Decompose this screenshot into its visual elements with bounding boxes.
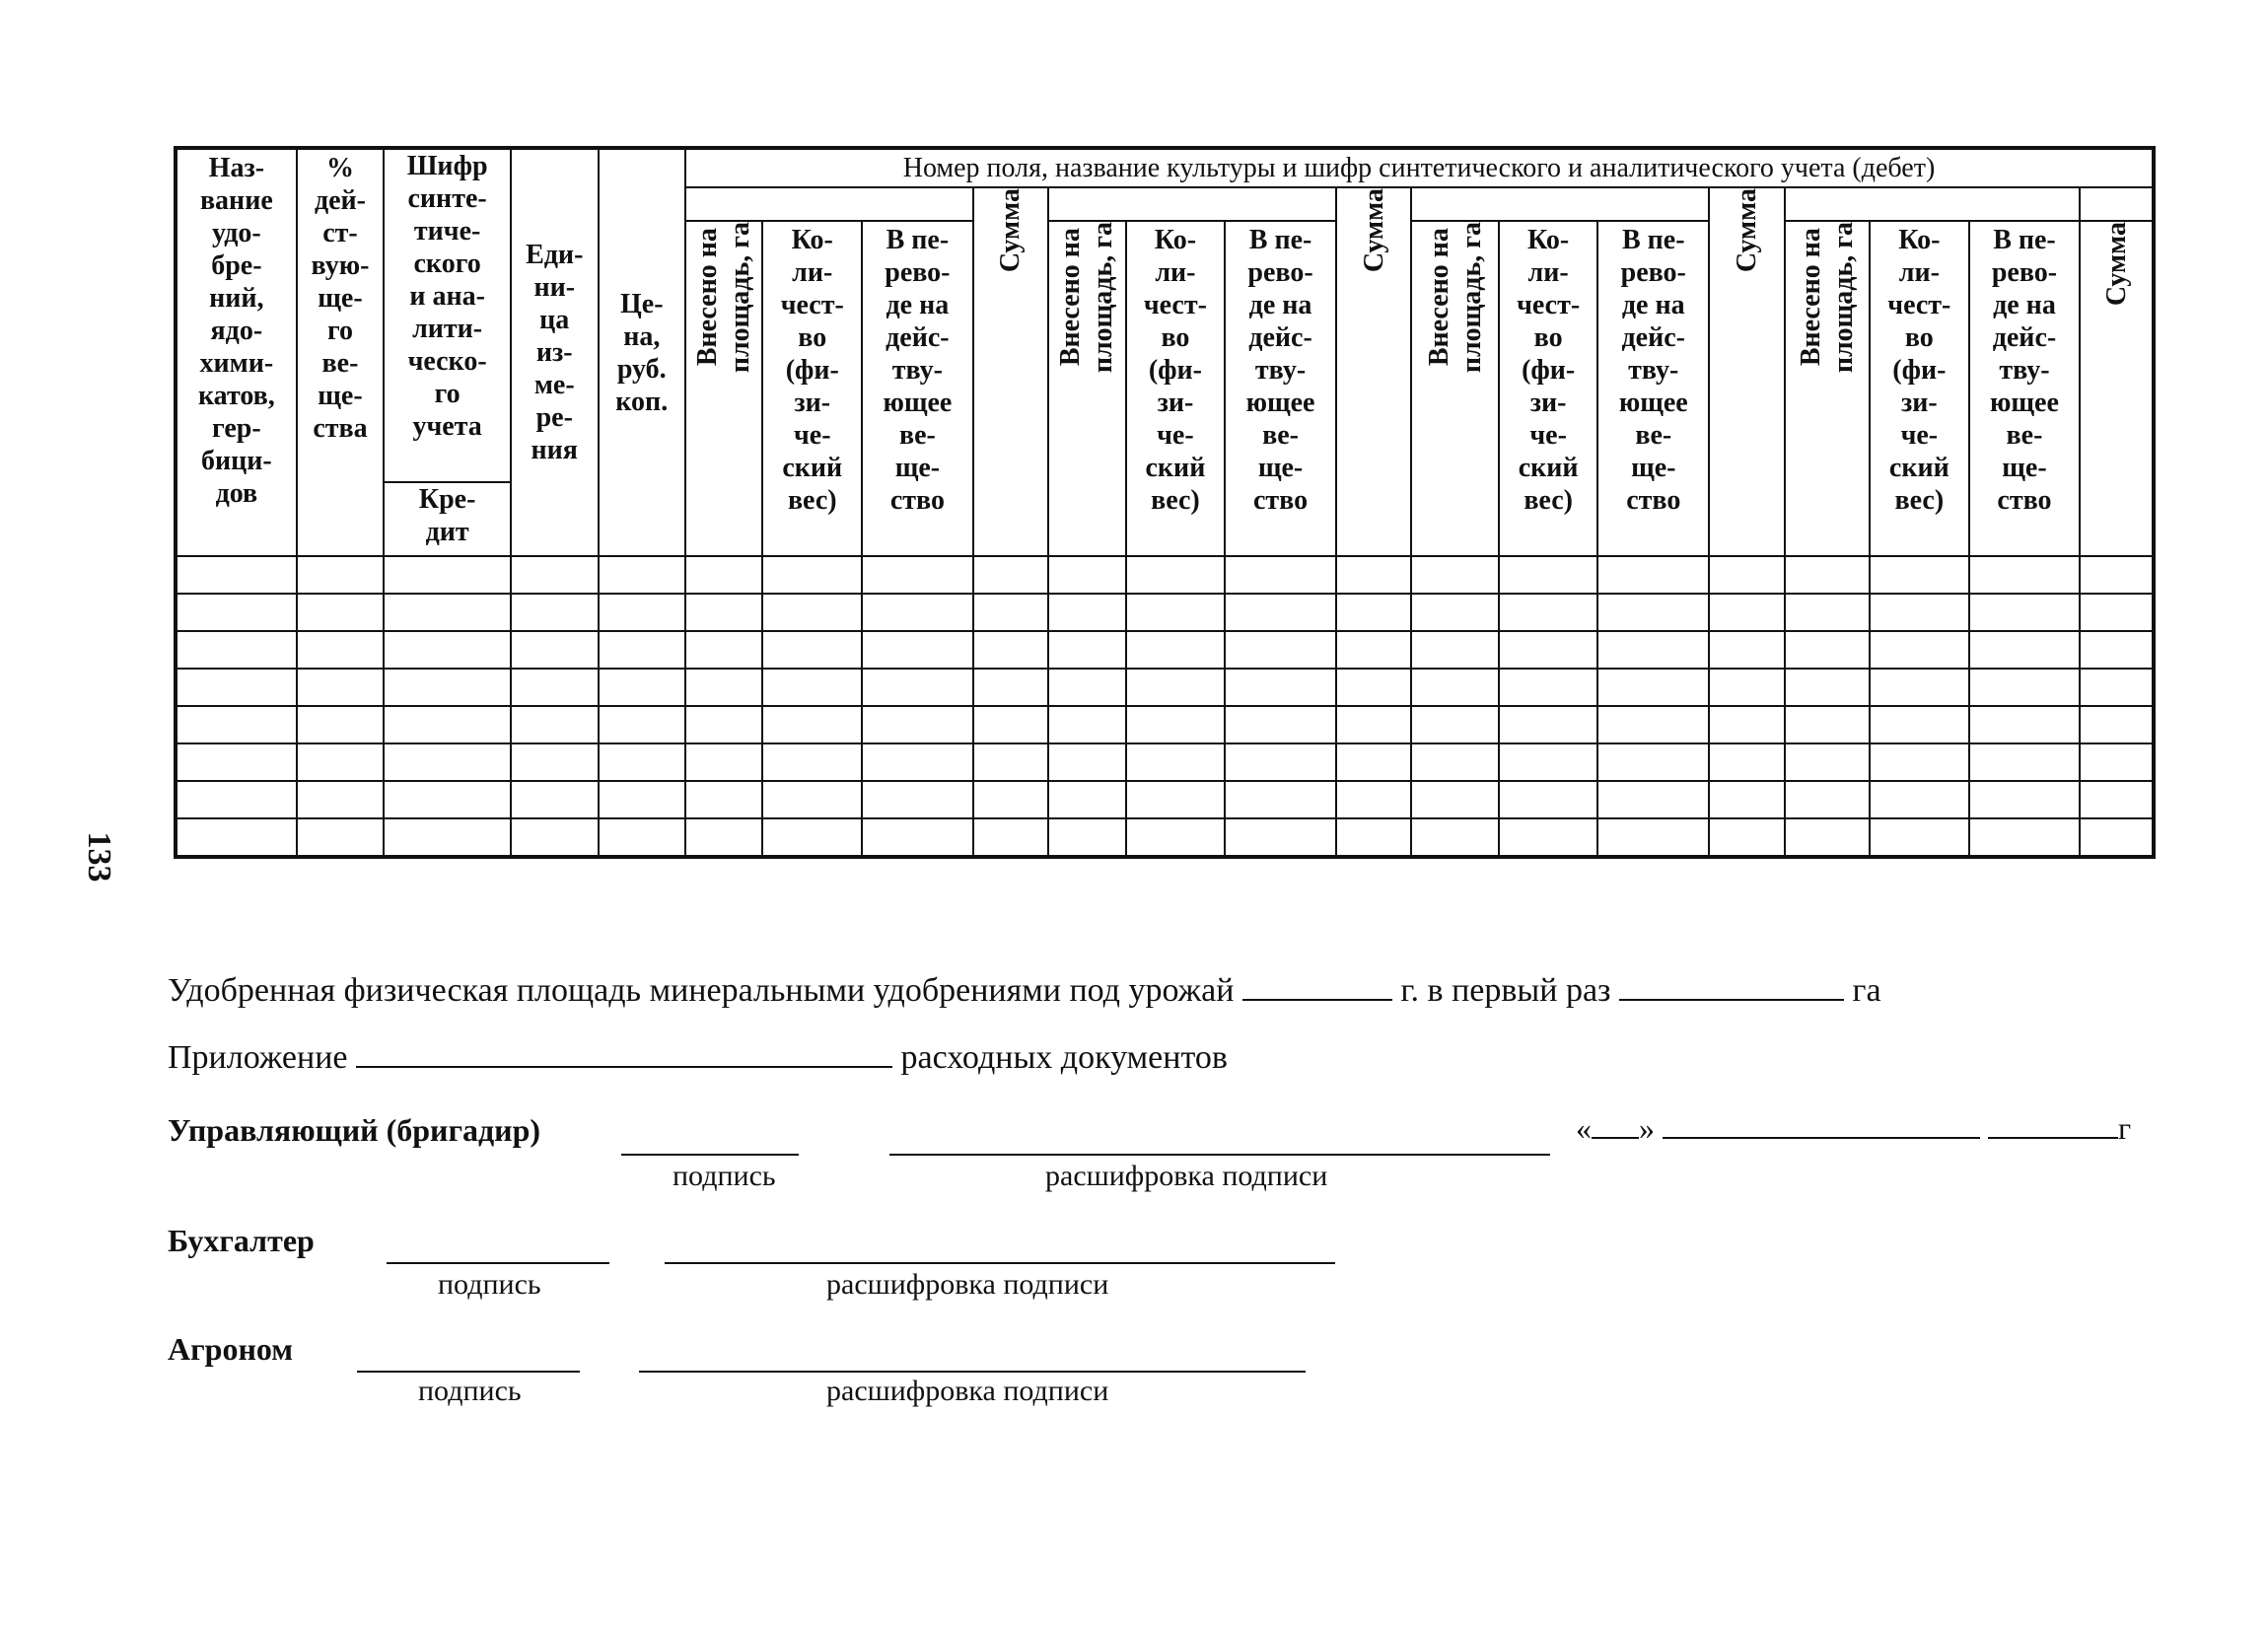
- table-cell[interactable]: [176, 631, 297, 669]
- table-cell[interactable]: [384, 631, 511, 669]
- table-cell[interactable]: [297, 556, 385, 594]
- table-cell[interactable]: [511, 556, 599, 594]
- table-cell[interactable]: [2080, 556, 2154, 594]
- manager-decode-caption: расшифровка подписи: [1045, 1160, 1328, 1192]
- table-row: [176, 706, 2154, 743]
- table-cell[interactable]: [1048, 631, 1125, 669]
- table-cell[interactable]: [685, 631, 762, 669]
- table-cell[interactable]: [1336, 631, 1411, 669]
- table-cell[interactable]: [1336, 706, 1411, 743]
- field-4-sum-top-cell: [2080, 187, 2154, 221]
- table-cell[interactable]: [1225, 818, 1336, 857]
- table-cell[interactable]: [1969, 669, 2081, 706]
- table-cell[interactable]: [1870, 594, 1969, 631]
- table-cell[interactable]: [1225, 743, 1336, 781]
- agronomist-name-field[interactable]: [639, 1345, 1306, 1373]
- table-cell[interactable]: [1336, 669, 1411, 706]
- table-cell[interactable]: [1126, 594, 1226, 631]
- table-cell[interactable]: [1597, 818, 1709, 857]
- table-cell[interactable]: [973, 743, 1048, 781]
- table-cell[interactable]: [511, 743, 599, 781]
- table-cell[interactable]: [1709, 743, 1784, 781]
- table-cell[interactable]: [384, 594, 511, 631]
- table-row: [176, 818, 2154, 857]
- table-cell[interactable]: [599, 594, 686, 631]
- header-applied-area-2: Внесено на площадь, га: [1048, 221, 1125, 556]
- table-cell[interactable]: [599, 781, 686, 818]
- table-cell[interactable]: [762, 706, 862, 743]
- header-active-substance-1: В пе- рево- де на дейс- тву- ющее ве- ще- ство: [862, 221, 973, 556]
- table-cell[interactable]: [176, 669, 297, 706]
- table-cell[interactable]: [511, 706, 599, 743]
- table-row: [176, 781, 2154, 818]
- fertilized-area-line: Удобренная физическая площадь минеральными удобрениями под урожай г. в первый раз га: [168, 972, 1881, 1009]
- table-cell[interactable]: [1709, 594, 1784, 631]
- first-time-area-field[interactable]: [1619, 973, 1844, 1001]
- table-cell[interactable]: [973, 594, 1048, 631]
- table-cell[interactable]: [2080, 743, 2154, 781]
- table-cell[interactable]: [1597, 743, 1709, 781]
- table-cell[interactable]: [2080, 594, 2154, 631]
- table-cell[interactable]: [1499, 781, 1598, 818]
- header-quantity-4: Ко- ли- чест- во (фи- зи- че- ский вес): [1870, 221, 1969, 556]
- manager-label: Управляющий (бригадир): [168, 1112, 541, 1148]
- table-cell[interactable]: [176, 556, 297, 594]
- manager-month-field[interactable]: [1663, 1111, 1980, 1139]
- header-quantity-3: Ко- ли- чест- во (фи- зи- че- ский вес): [1499, 221, 1598, 556]
- table-cell[interactable]: [511, 781, 599, 818]
- table-cell[interactable]: [1048, 556, 1125, 594]
- table-cell[interactable]: [1336, 594, 1411, 631]
- agronomist-signature-field[interactable]: [357, 1345, 580, 1373]
- table-cell[interactable]: [1597, 669, 1709, 706]
- table-cell[interactable]: [176, 594, 297, 631]
- table-cell[interactable]: [1597, 781, 1709, 818]
- table-cell[interactable]: [1411, 706, 1499, 743]
- table-cell[interactable]: [1499, 631, 1598, 669]
- table-cell[interactable]: [1336, 556, 1411, 594]
- table-cell[interactable]: [1048, 706, 1125, 743]
- table-cell[interactable]: [2080, 631, 2154, 669]
- table-cell[interactable]: [1597, 706, 1709, 743]
- header-active-substance-2: В пе- рево- де на дейс- тву- ющее ве- ще- ство: [1225, 221, 1336, 556]
- table-cell[interactable]: [1411, 781, 1499, 818]
- accountant-label: Бухгалтер: [168, 1223, 315, 1258]
- table-cell[interactable]: [762, 631, 862, 669]
- table-cell[interactable]: [973, 781, 1048, 818]
- table-cell[interactable]: [384, 818, 511, 857]
- table-cell[interactable]: [1870, 556, 1969, 594]
- table-cell[interactable]: [1785, 631, 1871, 669]
- table-cell[interactable]: [297, 818, 385, 857]
- table-cell[interactable]: [1709, 669, 1784, 706]
- table-cell[interactable]: [1126, 743, 1226, 781]
- table-cell[interactable]: [685, 743, 762, 781]
- table-cell[interactable]: [1785, 781, 1871, 818]
- manager-signature-caption: подпись: [673, 1160, 776, 1192]
- table-cell[interactable]: [1969, 818, 2081, 857]
- table-cell[interactable]: [685, 818, 762, 857]
- table-cell[interactable]: [176, 818, 297, 857]
- table-cell[interactable]: [1709, 781, 1784, 818]
- manager-date: « » г: [1576, 1110, 2132, 1146]
- table-cell[interactable]: [1870, 818, 1969, 857]
- table-cell[interactable]: [1499, 818, 1598, 857]
- table-cell[interactable]: [1411, 556, 1499, 594]
- table-cell[interactable]: [176, 743, 297, 781]
- accountant-name-field[interactable]: [665, 1237, 1335, 1264]
- table-cell[interactable]: [1499, 556, 1598, 594]
- header-sum-1: Сумма: [973, 187, 1048, 556]
- table-cell[interactable]: [762, 556, 862, 594]
- table-cell[interactable]: [297, 781, 385, 818]
- table-cell[interactable]: [511, 669, 599, 706]
- table-cell[interactable]: [1969, 743, 2081, 781]
- table-cell[interactable]: [973, 706, 1048, 743]
- harvest-year-field[interactable]: [1242, 973, 1392, 1001]
- agronomist-decode-caption: расшифровка подписи: [826, 1375, 1109, 1407]
- table-row: [176, 594, 2154, 631]
- table-cell[interactable]: [862, 556, 973, 594]
- table-cell[interactable]: [1225, 556, 1336, 594]
- table-cell[interactable]: [1709, 631, 1784, 669]
- table-cell[interactable]: [2080, 781, 2154, 818]
- table-cell[interactable]: [1969, 631, 2081, 669]
- table-cell[interactable]: [297, 631, 385, 669]
- table-cell[interactable]: [1126, 669, 1226, 706]
- header-quantity-1: Ко- ли- чест- во (фи- зи- че- ский вес): [762, 221, 862, 556]
- table-cell[interactable]: [862, 706, 973, 743]
- table-cell[interactable]: [1499, 594, 1598, 631]
- table-cell[interactable]: [685, 594, 762, 631]
- header-code: Шифр синте- тиче- ского и ана- лити- ческо- го учета Кре- дит: [384, 148, 511, 556]
- agronomist-label: Агроном: [168, 1331, 294, 1367]
- table-cell[interactable]: [1709, 556, 1784, 594]
- table-row: [176, 631, 2154, 669]
- table-cell[interactable]: [1048, 781, 1125, 818]
- header-sum-4: Сумма: [2080, 221, 2154, 556]
- table-cell[interactable]: [862, 781, 973, 818]
- table-cell[interactable]: [384, 781, 511, 818]
- table-cell[interactable]: [1785, 818, 1871, 857]
- table-cell[interactable]: [297, 669, 385, 706]
- table-cell[interactable]: [862, 669, 973, 706]
- table-cell[interactable]: [762, 594, 862, 631]
- table-cell[interactable]: [1411, 594, 1499, 631]
- table-cell[interactable]: [1411, 631, 1499, 669]
- table-cell[interactable]: [1499, 669, 1598, 706]
- table-cell[interactable]: [1870, 743, 1969, 781]
- table-cell[interactable]: [1597, 556, 1709, 594]
- table-cell[interactable]: [297, 594, 385, 631]
- table-cell[interactable]: [1499, 743, 1598, 781]
- table-row: [176, 743, 2154, 781]
- table-cell[interactable]: [1126, 781, 1226, 818]
- accountant-decode-caption: расшифровка подписи: [826, 1268, 1109, 1301]
- table-cell[interactable]: [762, 669, 862, 706]
- header-active-substance-3: В пе- рево- де на дейс- тву- ющее ве- ще- ство: [1597, 221, 1709, 556]
- table-row: [176, 556, 2154, 594]
- header-sum-3: Сумма: [1709, 187, 1784, 556]
- table-cell[interactable]: [1411, 743, 1499, 781]
- field-4-label-cell: [1785, 187, 2081, 221]
- header-applied-area-4: Внесено на площадь, га: [1785, 221, 1871, 556]
- table-cell[interactable]: [1048, 818, 1125, 857]
- document-count-field[interactable]: [356, 1040, 892, 1068]
- table-cell[interactable]: [862, 818, 973, 857]
- table-cell[interactable]: [2080, 706, 2154, 743]
- table-cell[interactable]: [1969, 556, 2081, 594]
- header-quantity-2: Ко- ли- чест- во (фи- зи- че- ский вес): [1126, 221, 1226, 556]
- fertilizer-form-table: [174, 146, 2156, 859]
- table-cell[interactable]: [973, 631, 1048, 669]
- table-cell[interactable]: [1785, 706, 1871, 743]
- table-cell[interactable]: [599, 818, 686, 857]
- table-cell[interactable]: [176, 781, 297, 818]
- table-cell[interactable]: [1969, 706, 2081, 743]
- field-3-label-cell: [1411, 187, 1709, 221]
- table-cell[interactable]: [1969, 594, 2081, 631]
- field-1-label-cell: [685, 187, 973, 221]
- table-cell[interactable]: [599, 669, 686, 706]
- table-cell[interactable]: [762, 781, 862, 818]
- table-cell[interactable]: [2080, 818, 2154, 857]
- table-cell[interactable]: [1336, 781, 1411, 818]
- table-cell[interactable]: [1126, 556, 1226, 594]
- field-2-label-cell: [1048, 187, 1336, 221]
- table-cell[interactable]: [1870, 631, 1969, 669]
- table-cell[interactable]: [1225, 669, 1336, 706]
- table-row: [176, 669, 2154, 706]
- header-applied-area-3: Внесено на площадь, га: [1411, 221, 1499, 556]
- table-cell[interactable]: [511, 631, 599, 669]
- table-cell[interactable]: [762, 743, 862, 781]
- table-cell[interactable]: [1225, 706, 1336, 743]
- table-cell[interactable]: [1597, 594, 1709, 631]
- table-cell[interactable]: [862, 743, 973, 781]
- header-applied-area-1: Внесено на площадь, га: [685, 221, 762, 556]
- table-cell[interactable]: [1709, 706, 1784, 743]
- header-credit: Кре- дит: [418, 484, 476, 547]
- table-cell[interactable]: [1709, 818, 1784, 857]
- table-cell[interactable]: [762, 818, 862, 857]
- table-cell[interactable]: [511, 818, 599, 857]
- table-cell[interactable]: [1785, 594, 1871, 631]
- table-cell[interactable]: [384, 706, 511, 743]
- header-percent: % дей- ст- вую- ще- го ве- ще- ства: [297, 148, 385, 556]
- header-unit: Еди- ни- ца из- ме- ре- ния: [511, 148, 599, 556]
- accountant-signature-caption: подпись: [438, 1268, 541, 1301]
- table-cell[interactable]: [1870, 706, 1969, 743]
- header-price: Це- на, руб. коп.: [599, 148, 686, 556]
- manager-name-field[interactable]: [889, 1128, 1550, 1156]
- table-cell[interactable]: [973, 818, 1048, 857]
- table-cell[interactable]: [1870, 669, 1969, 706]
- header-active-substance-4: В пе- рево- де на дейс- тву- ющее ве- ще- ство: [1969, 221, 2081, 556]
- table-cell[interactable]: [176, 706, 297, 743]
- table-cell[interactable]: [1048, 594, 1125, 631]
- attachment-line: Приложение расходных документов: [168, 1039, 1228, 1076]
- table-cell[interactable]: [297, 706, 385, 743]
- table-cell[interactable]: [685, 556, 762, 594]
- table-cell[interactable]: [685, 669, 762, 706]
- table-cell[interactable]: [685, 781, 762, 818]
- page-number: 133: [81, 831, 117, 883]
- table-cell[interactable]: [1126, 631, 1226, 669]
- table-cell[interactable]: [599, 743, 686, 781]
- table-cell[interactable]: [1336, 743, 1411, 781]
- table-cell[interactable]: [1785, 743, 1871, 781]
- table-cell[interactable]: [1225, 631, 1336, 669]
- table-cell[interactable]: [384, 743, 511, 781]
- table-cell[interactable]: [685, 706, 762, 743]
- header-name: Наз- вание удо- бре- ний, ядо- хими- катов, гер- бици- дов: [176, 148, 297, 556]
- agronomist-signature-caption: подпись: [418, 1375, 522, 1407]
- table-cell[interactable]: [384, 669, 511, 706]
- table-cell[interactable]: [1597, 631, 1709, 669]
- manager-day-field[interactable]: [1592, 1111, 1639, 1139]
- manager-year-field[interactable]: [1988, 1111, 2118, 1139]
- table-cell[interactable]: [599, 556, 686, 594]
- table-cell[interactable]: [2080, 669, 2154, 706]
- table-cell[interactable]: [1785, 556, 1871, 594]
- header-sum-2: Сумма: [1336, 187, 1411, 556]
- table-cell[interactable]: [862, 594, 973, 631]
- manager-signature-field[interactable]: [621, 1128, 799, 1156]
- table-cell[interactable]: [1411, 818, 1499, 857]
- table-cell[interactable]: [1048, 743, 1125, 781]
- table-cell[interactable]: [1870, 781, 1969, 818]
- table-cell[interactable]: [1126, 706, 1226, 743]
- table-cell[interactable]: [1785, 669, 1871, 706]
- table-cell[interactable]: [1048, 669, 1125, 706]
- table-cell[interactable]: [1126, 818, 1226, 857]
- table-cell[interactable]: [1225, 781, 1336, 818]
- table-cell[interactable]: [1336, 818, 1411, 857]
- table-cell[interactable]: [384, 556, 511, 594]
- table-cell[interactable]: [973, 556, 1048, 594]
- table-cell[interactable]: [1969, 781, 2081, 818]
- table-cell[interactable]: [599, 631, 686, 669]
- accountant-signature-field[interactable]: [387, 1237, 609, 1264]
- table-cell[interactable]: [1499, 706, 1598, 743]
- table-cell[interactable]: [511, 594, 599, 631]
- table-cell[interactable]: [862, 631, 973, 669]
- header-field-group: Номер поля, название культуры и шифр синтетического и аналитического учета (дебет): [685, 148, 2154, 187]
- table-cell[interactable]: [297, 743, 385, 781]
- table-cell[interactable]: [1225, 594, 1336, 631]
- table-cell[interactable]: [1411, 669, 1499, 706]
- table-cell[interactable]: [599, 706, 686, 743]
- table-cell[interactable]: [973, 669, 1048, 706]
